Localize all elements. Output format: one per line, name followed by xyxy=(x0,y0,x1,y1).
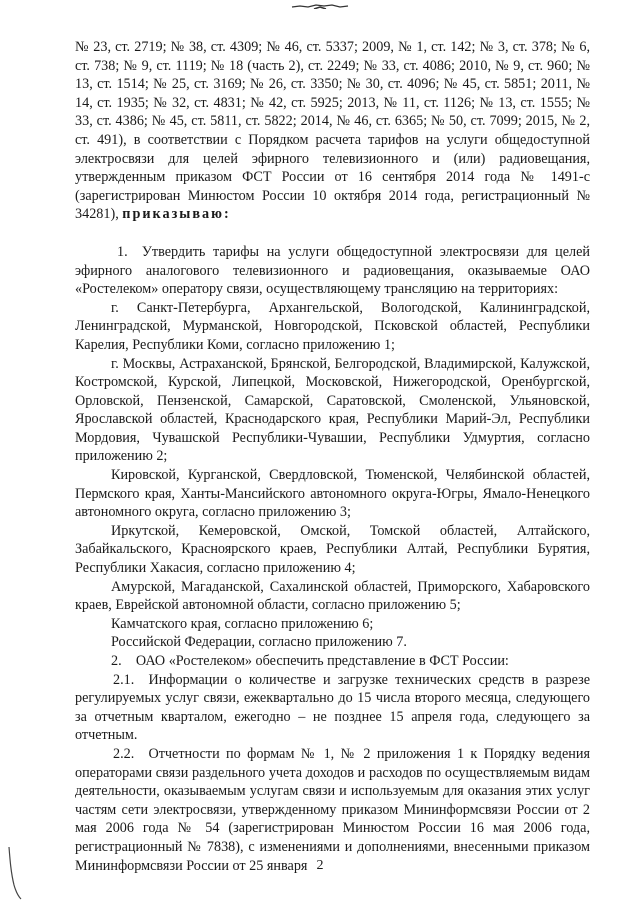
intro-paragraph xyxy=(75,38,590,224)
paragraph-2-1: 2.1. Информации о количестве и загрузке технических средств в разрезе регулируемых услуг связи, ежеквартально до 15 числа второго месяца, следующего за отчетным кварталом, ежегодно – не позднее 15 апреля года, следующего за отчетным. xyxy=(75,671,590,744)
order-word: приказываю: xyxy=(122,206,231,223)
paragraph-territory-1: г. Санкт-Петербурга, Архангельской, Вологодской, Калининградской, Ленинградской, Мурманской, Новгородской, Псковской областей, Республики Карелия, Республики Коми, согласно приложению 1; xyxy=(75,299,590,353)
document-page xyxy=(75,38,590,875)
margin-pen-mark xyxy=(6,845,26,900)
paragraph-territory-5: Амурской, Магаданской, Сахалинской областей, Приморского, Хабаровского краев, Еврейской автономной области, согласно приложению 5; xyxy=(75,578,590,614)
paragraph-territory-3: Кировской, Курганской, Свердловской, Тюменской, Челябинской областей, Пермского края, Ханты-Мансийского автономного округа-Югры, Ямало-Ненецкого автономного округа, согласно приложению 3; xyxy=(75,467,590,521)
paragraph-2: 2. ОАО «Ростелеком» обеспечить представление в ФСТ России: xyxy=(111,653,509,669)
intro-text: № 23, ст. 2719; № 38, ст. 4309; № 46, ст. 5337; 2009, № 1, ст. 142; № 3, ст. 378; № 6, ст. 738; № 9, ст. 1119; № 18 (часть 2), ст. 2249; № 33, ст. 4086; 2010, № 9, ст. 960; № 13, ст. 1514; № 25, ст. 3169; № 26, ст. 3350; № 30, ст. 4096; № 45, ст. 5851; 2011, № 14, ст. 1935; № 32, ст. 4831; № 42, ст. 5925; 2013, № 11, ст. 1126; № 13, ст. 1555; № 33, ст. 4386; № 45, ст. 5811, ст. 5822; 2014, № 46, ст. 6365; № 50, ст. 7099; 2015, № 2, ст. 491), в соответствии с Порядком расчета тарифов на услуги общедоступной электросвязи для целей эфирного телевизионного и (или) радиовещания, утвержденным приказом ФСТ России от 16 сентября 2014 года № 1491-с (зарегистрирован Минюстом России 10 октября 2014 года, регистрационный № 34281), xyxy=(75,39,590,223)
spacer xyxy=(75,224,590,243)
scan-artifact-top xyxy=(290,3,350,9)
paragraph-1: 1. Утвердить тарифы на услуги общедоступной электросвязи для целей эфирного аналогового телевизионного и радиовещания, оказываемые ОАО «Ростелеком» оператору связи, осуществляющему трансляцию на территориях: xyxy=(75,243,590,298)
paragraph-territory-7: Российской Федерации, согласно приложению 7. xyxy=(111,634,407,651)
page-number: 2 xyxy=(316,858,324,873)
paragraph-2-2: 2.2. Отчетности по формам № 1, № 2 приложения 1 к Порядку ведения операторами связи раздельного учета доходов и расходов по осуществляемым видам деятельности, оказываемым услугам связи и используемым для оказания этих услуг частям сети электросвязи, утвержденному приказом Мининформсвязи России от 2 мая 2006 года № 54 (зарегистрирован Минюстом России 16 мая 2006 года, регистрационный № 7838), с изменениями и дополнениями, внесенными приказом Мининформсвязи России от 25 января xyxy=(75,745,590,874)
paragraph-territory-4: Иркутской, Кемеровской, Омской, Томской областей, Алтайского, Забайкальского, Красноярского краев, Республики Алтай, Республики Бурятия, Республики Хакасия, согласно приложению 4; xyxy=(75,522,590,577)
paragraph-territory-2: г. Москвы, Астраханской, Брянской, Белгородской, Владимирской, Калужской, Костромской, Курской, Липецкой, Московской, Нижегородской, Оренбургской, Орловской, Пензенской, Самарской, Саратовской, Смоленской, Ульяновской, Ярославской областей, Краснодарского края, Республики Марий-Эл, Республики Мордовия, Чувашской Республики-Чувашии, Республики Удмуртия, согласно приложению 2; xyxy=(75,355,590,465)
paragraph-territory-6: Камчатского края, согласно приложению 6; xyxy=(111,615,374,632)
